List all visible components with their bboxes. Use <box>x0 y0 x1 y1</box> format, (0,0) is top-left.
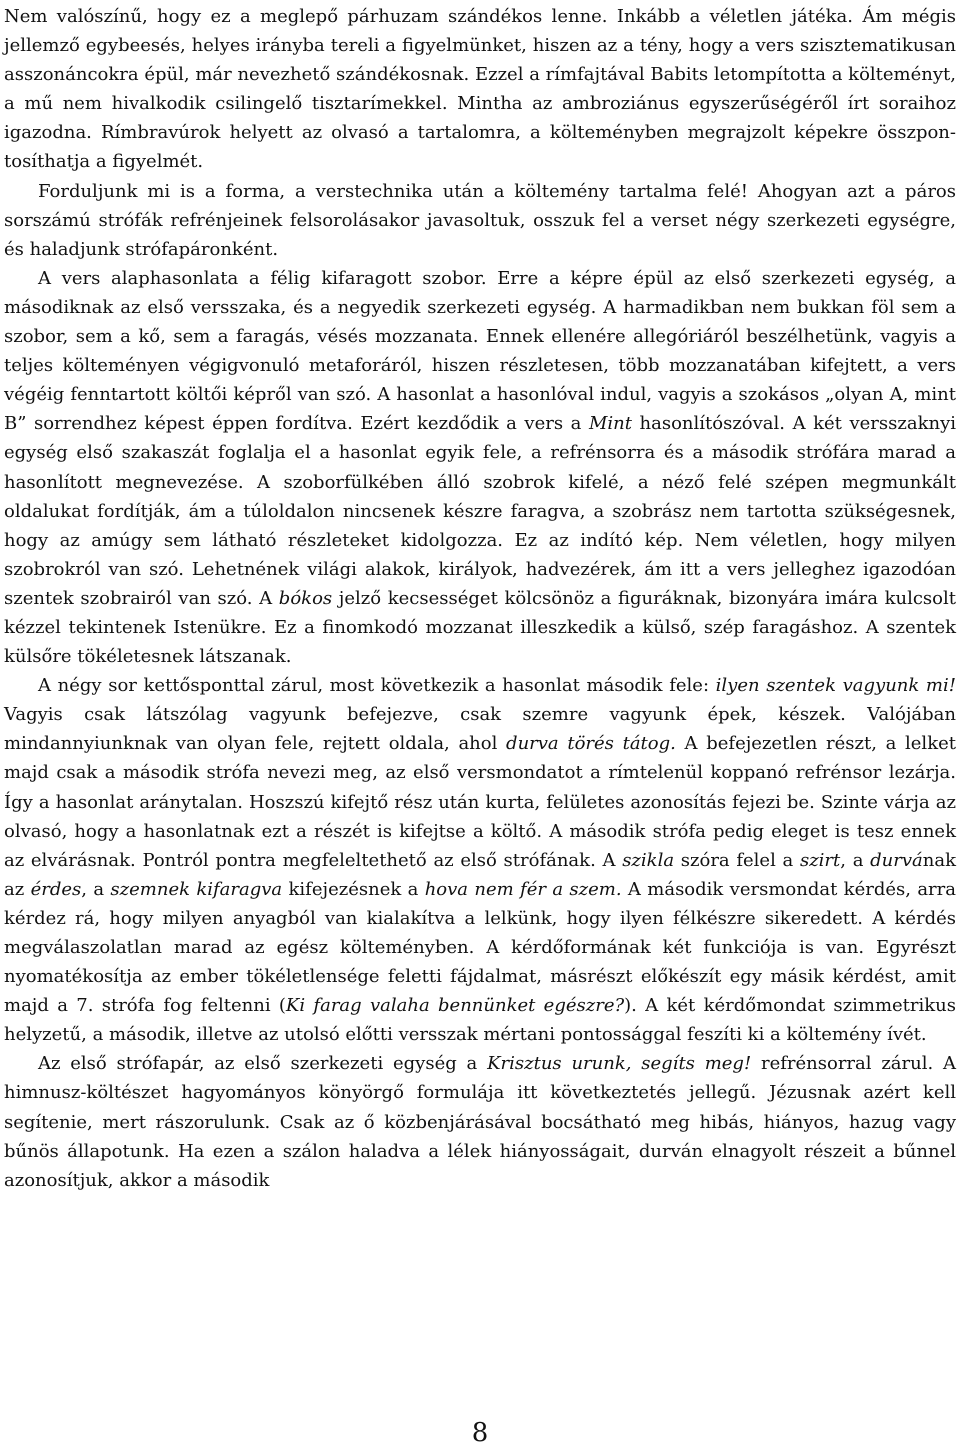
text-run: ). A két kérdőmondat szimmetrikus helyzetű, a második, illetve az utolsó előtti versszak mértani pontossággal feszíti ki a költemény ívét. <box>4 995 957 1046</box>
text-run: A második versmondat kérdés, arra kérdez rá, hogy milyen anyagból van kialakítva a lelkünk, hogy ilyen félkészre sikeredett. A kérdés megválaszolatlan marad az egész költeményben. A kérdőformának két funkciója is van. Egyrészt nyomatékosítja az ember tökéletlensége feletti fájdalmat, másrészt előkészít egy másik kérdést, amit majd a 7. strófa fog feltenni ( <box>4 878 956 1017</box>
italic-text: Mint <box>588 413 632 435</box>
italic-text: durvá <box>870 849 923 871</box>
text-run: Vagyis csak látszólag vagyunk befejezve, csak szemre vagyunk épek, készek. Valójában mindannyiunknak van olyan fele, rejtett oldala, ahol <box>4 704 956 755</box>
text-run: Nem valószínű, hogy ez a meglepő párhuzam szándékos lenne. Inkább a véletlen játéka. Ám mégis jellemző egybeesés, helyes irányba tereli a figyelmünket, hiszen az a tény, hogy a vers szisztematikusan asszonáncokra épül, már nevezhető szándékosnak. Ezzel a rímfajtával Babits letompította a költeményt, a mű nem hivalkodik csilingelő tisztarímekkel. Mintha az ambroziánus egyszerűségéről írt soraihoz igazodna. Rímbravúrok helyett az olvasó a tartalomra, a költeményben megrajzolt képekre összpontosíthatja a figyelmét. <box>4 6 956 173</box>
text-run: hasonlítószóval. A két versszaknyi egység első szakaszát foglalja el a hasonlat egyik fele, a refrénsorra és a második strófára marad a hasonlított megnevezése. A szoborfülkében álló szobrok kifelé, a néző felé szépen megmunkált oldalukat fordítják, ám a túloldalon nincsenek készre faragva, a szobrász nem tartotta szükségesnek, hogy az amúgy sem látható részleteket kidolgozza. Ez az indító kép. Nem véletlen, hogy milyen szobrokról van szó. Lehetnének világi alakok, királyok, hadvezérek, ám itt a vers jelleghez igazodóan szentek szobrairól van szó. A <box>4 413 957 609</box>
document-body <box>4 2 956 1195</box>
italic-text: szirt <box>799 849 841 871</box>
italic-text: szikla <box>622 849 675 871</box>
text-run: kifejezésnek a <box>282 878 425 900</box>
italic-text: bókos <box>278 587 333 609</box>
italic-text: ilyen szentek vagyunk mi! <box>715 675 956 697</box>
text-run: Az első strófapár, az első szerkezeti egység a <box>38 1053 488 1075</box>
text-run: A négy sor kettősponttal zárul, most következik a hasonlat második fele: <box>38 675 716 697</box>
italic-text: szemnek kifaragva <box>110 878 283 900</box>
italic-text: Krisztus urunk, segíts meg! <box>487 1053 752 1075</box>
italic-text: durva törés tátog. <box>506 733 676 755</box>
paragraph <box>4 264 956 671</box>
paragraph <box>4 177 956 264</box>
text-run: szóra felel a <box>674 849 800 871</box>
text-run: refrénsorral zárul. A himnusz-költészet hagyományos könyörgő formulája itt következtetés jellegű. Jézusnak azért kell segítenie, mert rászorulunk. Csak az ő közbenjárásával bocsátható meg hibás, hiányos, hazug vagy bűnös állapotunk. Ha ezen a szálon haladva a lélek hiányosságait, durván elnagyolt részeit a bűnnel azonosítjuk, akkor a második <box>4 1053 956 1191</box>
paragraph <box>4 1049 956 1194</box>
text-run: A befejezetlen részt, a lelket majd csak a második strófa nevezi meg, az első versmondatot a rímtelenül koppanó refrénsor lezárja. Így a hasonlat aránytalan. Hoszszú kifejtő rész után kurta, felületes azonosítás fejezi be. Szinte várja az olvasó, hogy a hasonlatnak ezt a részét is kifejtse a költő. A második strófa pedig eleget is tesz ennek az elvárásnak. Pontról pontra megfeleltethető az első strófának. A <box>4 733 956 871</box>
italic-text: Ki farag valaha bennünket egészre? <box>285 995 625 1017</box>
text-run: , a <box>81 878 111 900</box>
text-run: A vers alaphasonlata a félig kifaragott szobor. Erre a képre épül az első szerkezeti egység, a másodiknak az első versszaka, és a negyedik szerkezeti egység. A harmadikban nem bukkan föl sem a szobor, sem a kő, sem a faragás, vésés mozzanata. Ennek ellenére allegóriáról beszélhetünk, vagyis a teljes költeményen végigvonuló metaforáról, hiszen részletesen, több mozzanatában kifejtett, a vers végéig fenntartott költői képről van szó. A hasonlat a hasonlóval indul, vagyis a szokásos „olyan A, mint B” sorrendhez képest éppen fordítva. Ezért kezdődik a vers a <box>4 267 956 435</box>
page-number: 8 <box>471 1418 489 1448</box>
text-run: jelző kecsességet kölcsönöz a figuráknak, bizonyára imára kulcsolt kézzel tekintenek Istenükre. Ez a finomkodó mozzanat illeszkedik a külső, szép faragáshoz. A szentek külsőre tökéletesnek látszanak. <box>4 587 956 668</box>
italic-text: érdes <box>30 878 82 900</box>
paragraph <box>4 2 956 177</box>
text-run: nak az <box>4 849 956 900</box>
text-run: , a <box>840 849 871 871</box>
paragraph <box>4 671 956 1049</box>
text-run: Forduljunk mi is a forma, a verstechnika után a költemény tartalma felé! Ahogyan azt a páros sorszámú strófák refrénjeinek felsorolásakor javasoltuk, osszuk fel a verset négy szerkezeti egységre, és haladjunk strófapáronként. <box>4 180 956 260</box>
italic-text: hova nem fér a szem. <box>424 878 622 900</box>
